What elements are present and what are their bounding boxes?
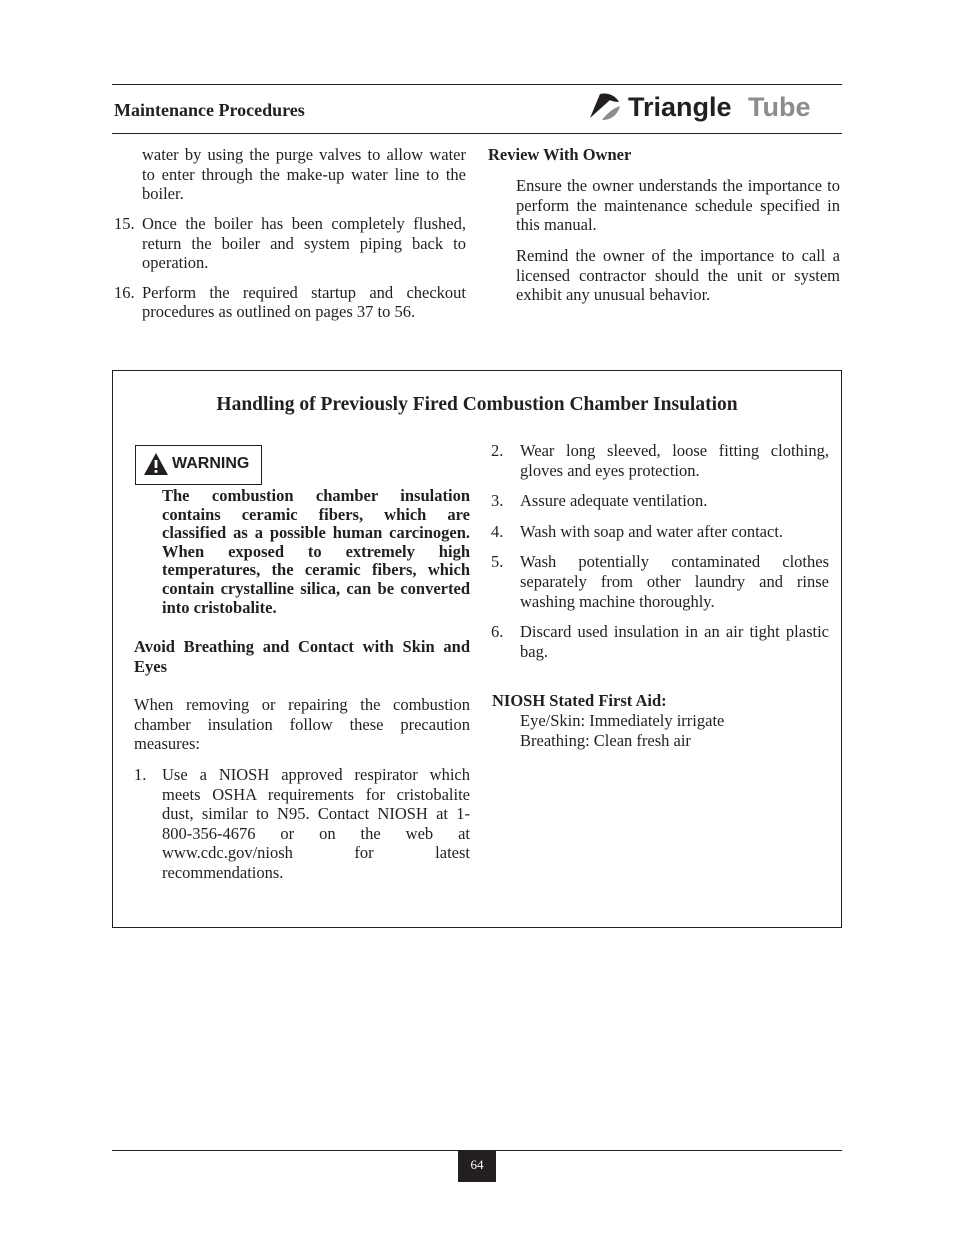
- maintenance-list: [114, 214, 466, 322]
- precaution-list-right: [491, 441, 829, 661]
- logo-mark-icon: [590, 93, 620, 120]
- list-item-text: Wash potentially contaminated clothes separately from other laundry and rinse washing machine thoroughly.: [520, 552, 829, 611]
- list-item-text: Once the boiler has been completely flushed, return the boiler and system piping back to operation.: [142, 214, 466, 273]
- list-item-text: Wash with soap and water after contact.: [520, 521, 784, 541]
- list-item-number: 16.: [114, 282, 135, 302]
- list-item: [114, 283, 466, 322]
- list-item: [134, 765, 470, 883]
- warning-label: WARNING: [172, 455, 250, 472]
- header-top-rule: [112, 84, 842, 85]
- header-bottom-rule: [112, 133, 842, 134]
- list-item-text: Discard used insulation in an air tight plastic bag.: [520, 622, 829, 661]
- list-item-number: 3.: [491, 491, 504, 511]
- warning-label-box: [135, 445, 262, 485]
- list-item-text: Wear long sleeved, loose fitting clothing, gloves and eyes protection.: [520, 441, 829, 480]
- list-item: [114, 214, 466, 273]
- first-aid-line: Eye/Skin: Immediately irrigate: [520, 711, 725, 730]
- list-item-number: 15.: [114, 214, 135, 233]
- list-item-number: 6.: [491, 622, 504, 642]
- list-item: [491, 522, 829, 542]
- list-item-text: Perform the required startup and checkout procedures as outlined on pages 37 to 56.: [142, 282, 466, 322]
- list-item: [491, 441, 829, 480]
- list-item: [491, 552, 829, 611]
- svg-text:Tube: Tube: [748, 92, 811, 122]
- list-item-number: 2.: [491, 441, 504, 460]
- list-item-number: 1.: [134, 765, 147, 784]
- list-item-number: 4.: [491, 521, 504, 541]
- first-aid-line: Breathing: Clean fresh air: [520, 731, 691, 750]
- page-number: 64: [458, 1151, 496, 1182]
- list-item-text: Use a NIOSH approved respirator which meets OSHA requirements for cristobalite dust, similar to N95. Contact NIOSH at 1-800-356-4676 or on the web at www.cdc.gov/niosh for latest recommendations.: [162, 765, 470, 882]
- avoid-heading: Avoid Breathing and Contact with Skin and Eyes: [134, 637, 470, 676]
- continuation-text: water by using the purge valves to allow water to enter through the make-up water line to the boiler.: [142, 145, 466, 204]
- review-heading: Review With Owner: [488, 145, 632, 164]
- svg-text:Triangle: Triangle: [628, 92, 732, 122]
- precaution-intro: When removing or repairing the combustion chamber insulation follow these precaution measures:: [134, 695, 470, 754]
- warning-triangle-icon: [143, 452, 169, 476]
- list-item: [491, 622, 829, 661]
- review-paragraph-1: Ensure the owner understands the importance to perform the maintenance schedule specified in this manual.: [516, 176, 840, 235]
- list-item-text: Assure adequate ventilation.: [520, 491, 708, 511]
- warning-text: The combustion chamber insulation contains ceramic fibers, which are classified as a possible human carcinogen. When exposed to extremely high temperatures, the ceramic fibers, which contain crystalline silica, can be converted into cristobalite.: [162, 486, 470, 617]
- section-title: Maintenance Procedures: [114, 100, 305, 120]
- box-title: Handling of Previously Fired Combustion Chamber Insulation: [216, 394, 738, 415]
- insulation-handling-box: [112, 370, 842, 928]
- list-item-number: 5.: [491, 552, 504, 572]
- list-item: [491, 491, 829, 511]
- first-aid-heading: NIOSH Stated First Aid:: [492, 691, 667, 710]
- review-paragraph-2: Remind the owner of the importance to call a licensed contractor should the unit or system exhibit any unusual behavior.: [516, 246, 840, 305]
- triangle-tube-logo: [588, 90, 838, 124]
